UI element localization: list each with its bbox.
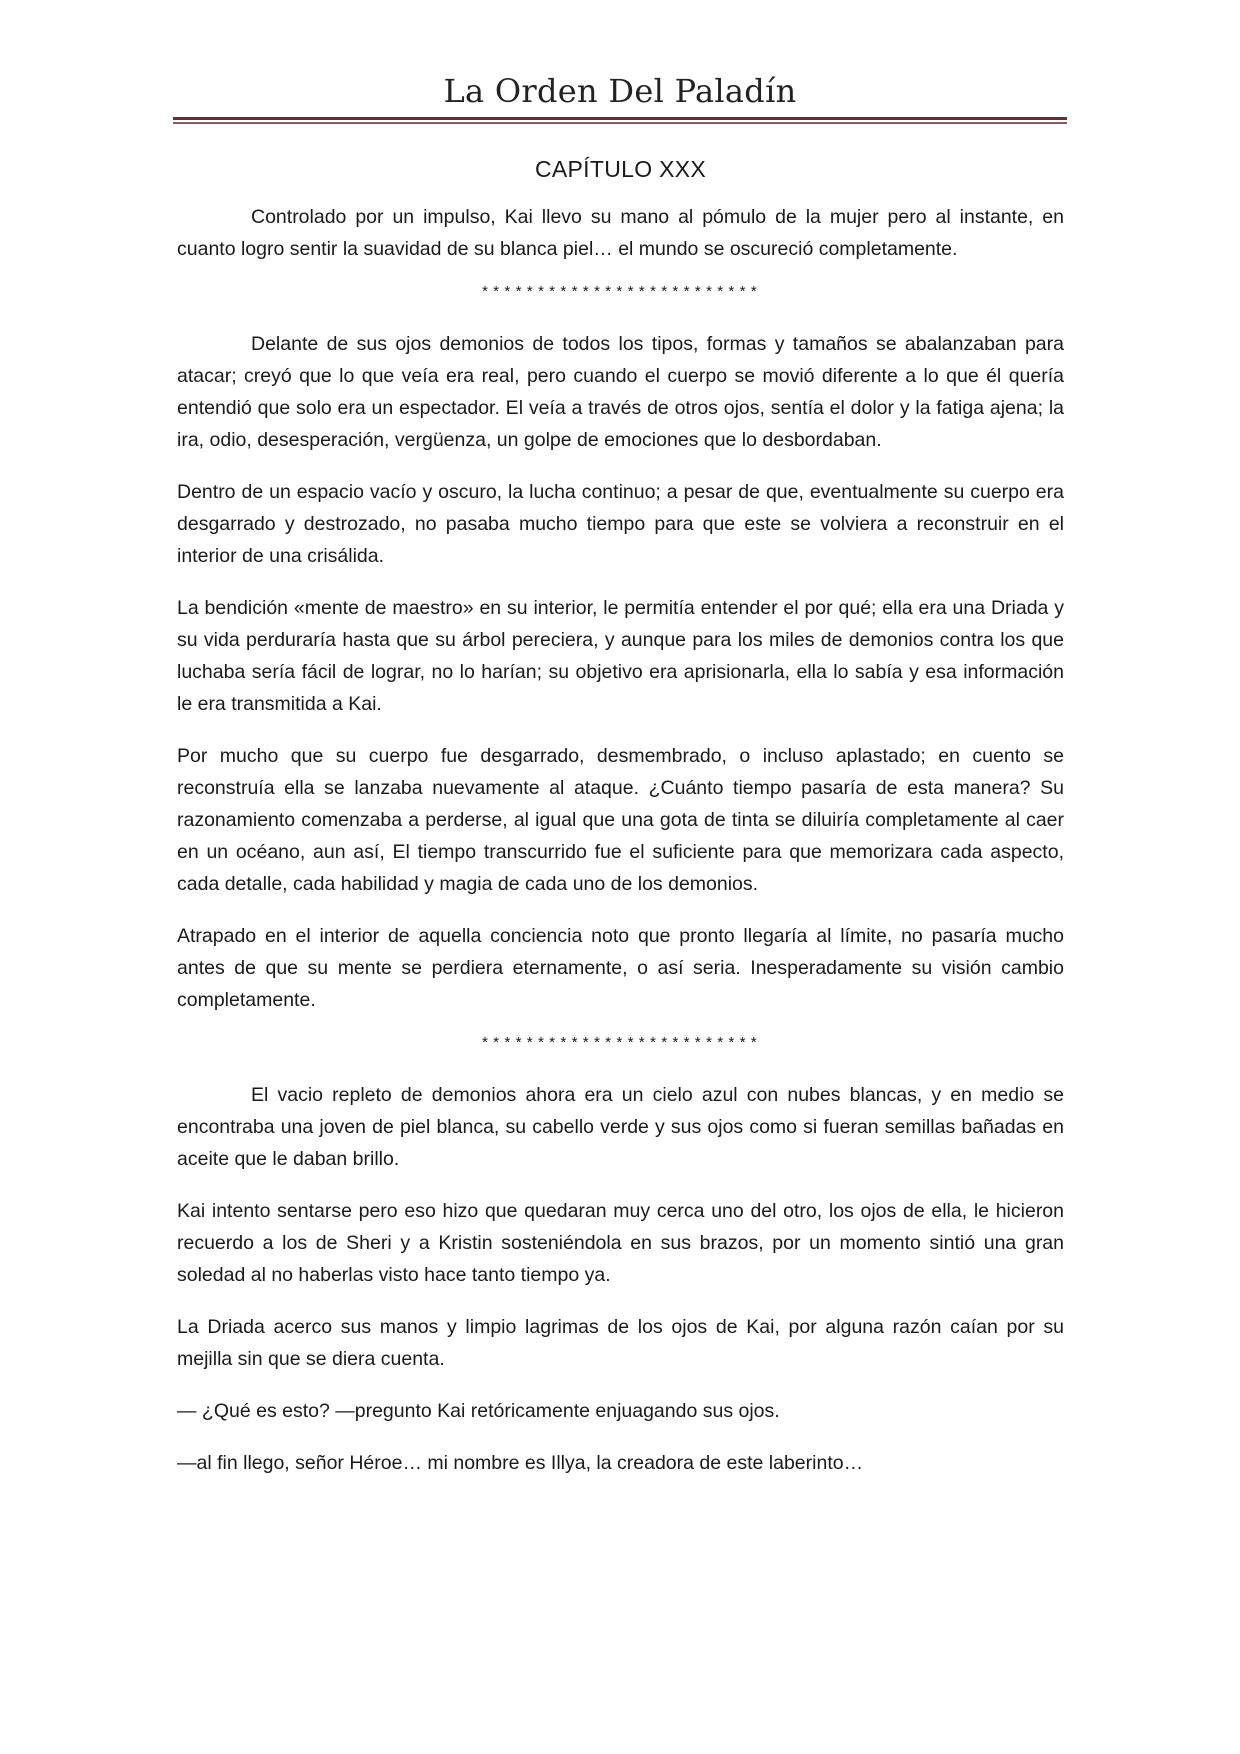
paragraph-7: El vacio repleto de demonios ahora era un cielo azul con nubes blancas, y en medio se encontraba una joven de piel blanca, su cabello verde y sus ojos como si fueran semillas bañadas en aceite que le daban brillo. bbox=[177, 1084, 1064, 1170]
dialogue-line-1: — ¿Qué es esto? —pregunto Kai retóricamente enjuagando sus ojos. bbox=[177, 1400, 780, 1422]
header-rule-thin-line bbox=[173, 122, 1067, 124]
paragraph-6: Atrapado en el interior de aquella conciencia noto que pronto llegaría al límite, no pasaría mucho antes de que su mente se perdiera eternamente, o así seria. Inesperadamente su visión cambio completamente. bbox=[177, 925, 1064, 1011]
paragraph-1: Controlado por un impulso, Kai llevo su mano al pómulo de la mujer pero al instante, en cuanto logro sentir la suavidad de su blanca piel… el mundo se oscureció completamente. bbox=[177, 206, 1064, 260]
scene-separator-1: ************************* bbox=[480, 285, 761, 302]
paragraph-9: La Driada acerco sus manos y limpio lagrimas de los ojos de Kai, por alguna razón caían por su mejilla sin que se diera cuenta. bbox=[177, 1316, 1064, 1370]
scene-separator-2: ************************* bbox=[480, 1036, 761, 1053]
chapter-heading: CAPÍTULO XXX bbox=[534, 156, 707, 182]
paragraph-4: La bendición «mente de maestro» en su interior, le permitía entender el por qué; ella era una Driada y su vida perduraría hasta que su árbol pereciera, y aunque para los miles de demonios contra los que luchaba sería fácil de lograr, no lo harían; su objetivo era aprisionarla, ella lo sabía y esa información le era transmitida a Kai. bbox=[177, 597, 1064, 715]
chapter-body bbox=[177, 150, 1064, 1499]
running-header-title: La Orden Del Paladín bbox=[443, 72, 797, 110]
header-rule bbox=[173, 117, 1067, 125]
dialogue-line-2: —al fin llego, señor Héroe… mi nombre es Illya, la creadora de este laberinto… bbox=[177, 1452, 864, 1474]
paragraph-2: Delante de sus ojos demonios de todos los tipos, formas y tamaños se abalanzaban para atacar; creyó que lo que veía era real, pero cuando el cuerpo se movió diferente a lo que él quería entendió que solo era un espectador. El veía a través de otros ojos, sentía el dolor y la fatiga ajena; la ira, odio, desesperación, vergüenza, un golpe de emociones que lo desbordaban. bbox=[177, 333, 1064, 451]
paragraph-5: Por mucho que su cuerpo fue desgarrado, desmembrado, o incluso aplastado; en cuento se reconstruía ella se lanzaba nuevamente al ataque. ¿Cuánto tiempo pasaría de esta manera? Su razonamiento comenzaba a perderse, al igual que una gota de tinta se diluiría completamente al caer en un océano, aun así, El tiempo transcurrido fue el suficiente para que memorizara cada aspecto, cada detalle, cada habilidad y magia de cada uno de los demonios. bbox=[177, 745, 1064, 895]
header-rule-thick-line bbox=[173, 117, 1067, 120]
paragraph-3: Dentro de un espacio vacío y oscuro, la lucha continuo; a pesar de que, eventualmente su cuerpo era desgarrado y destrozado, no pasaba mucho tiempo para que este se volviera a reconstruir en el interior de una crisálida. bbox=[177, 481, 1064, 567]
paragraph-8: Kai intento sentarse pero eso hizo que quedaran muy cerca uno del otro, los ojos de ella, le hicieron recuerdo a los de Sheri y a Kristin sosteniéndola en sus brazos, por un momento sintió una gran soledad al no haberlas visto hace tanto tiempo ya. bbox=[177, 1200, 1064, 1286]
